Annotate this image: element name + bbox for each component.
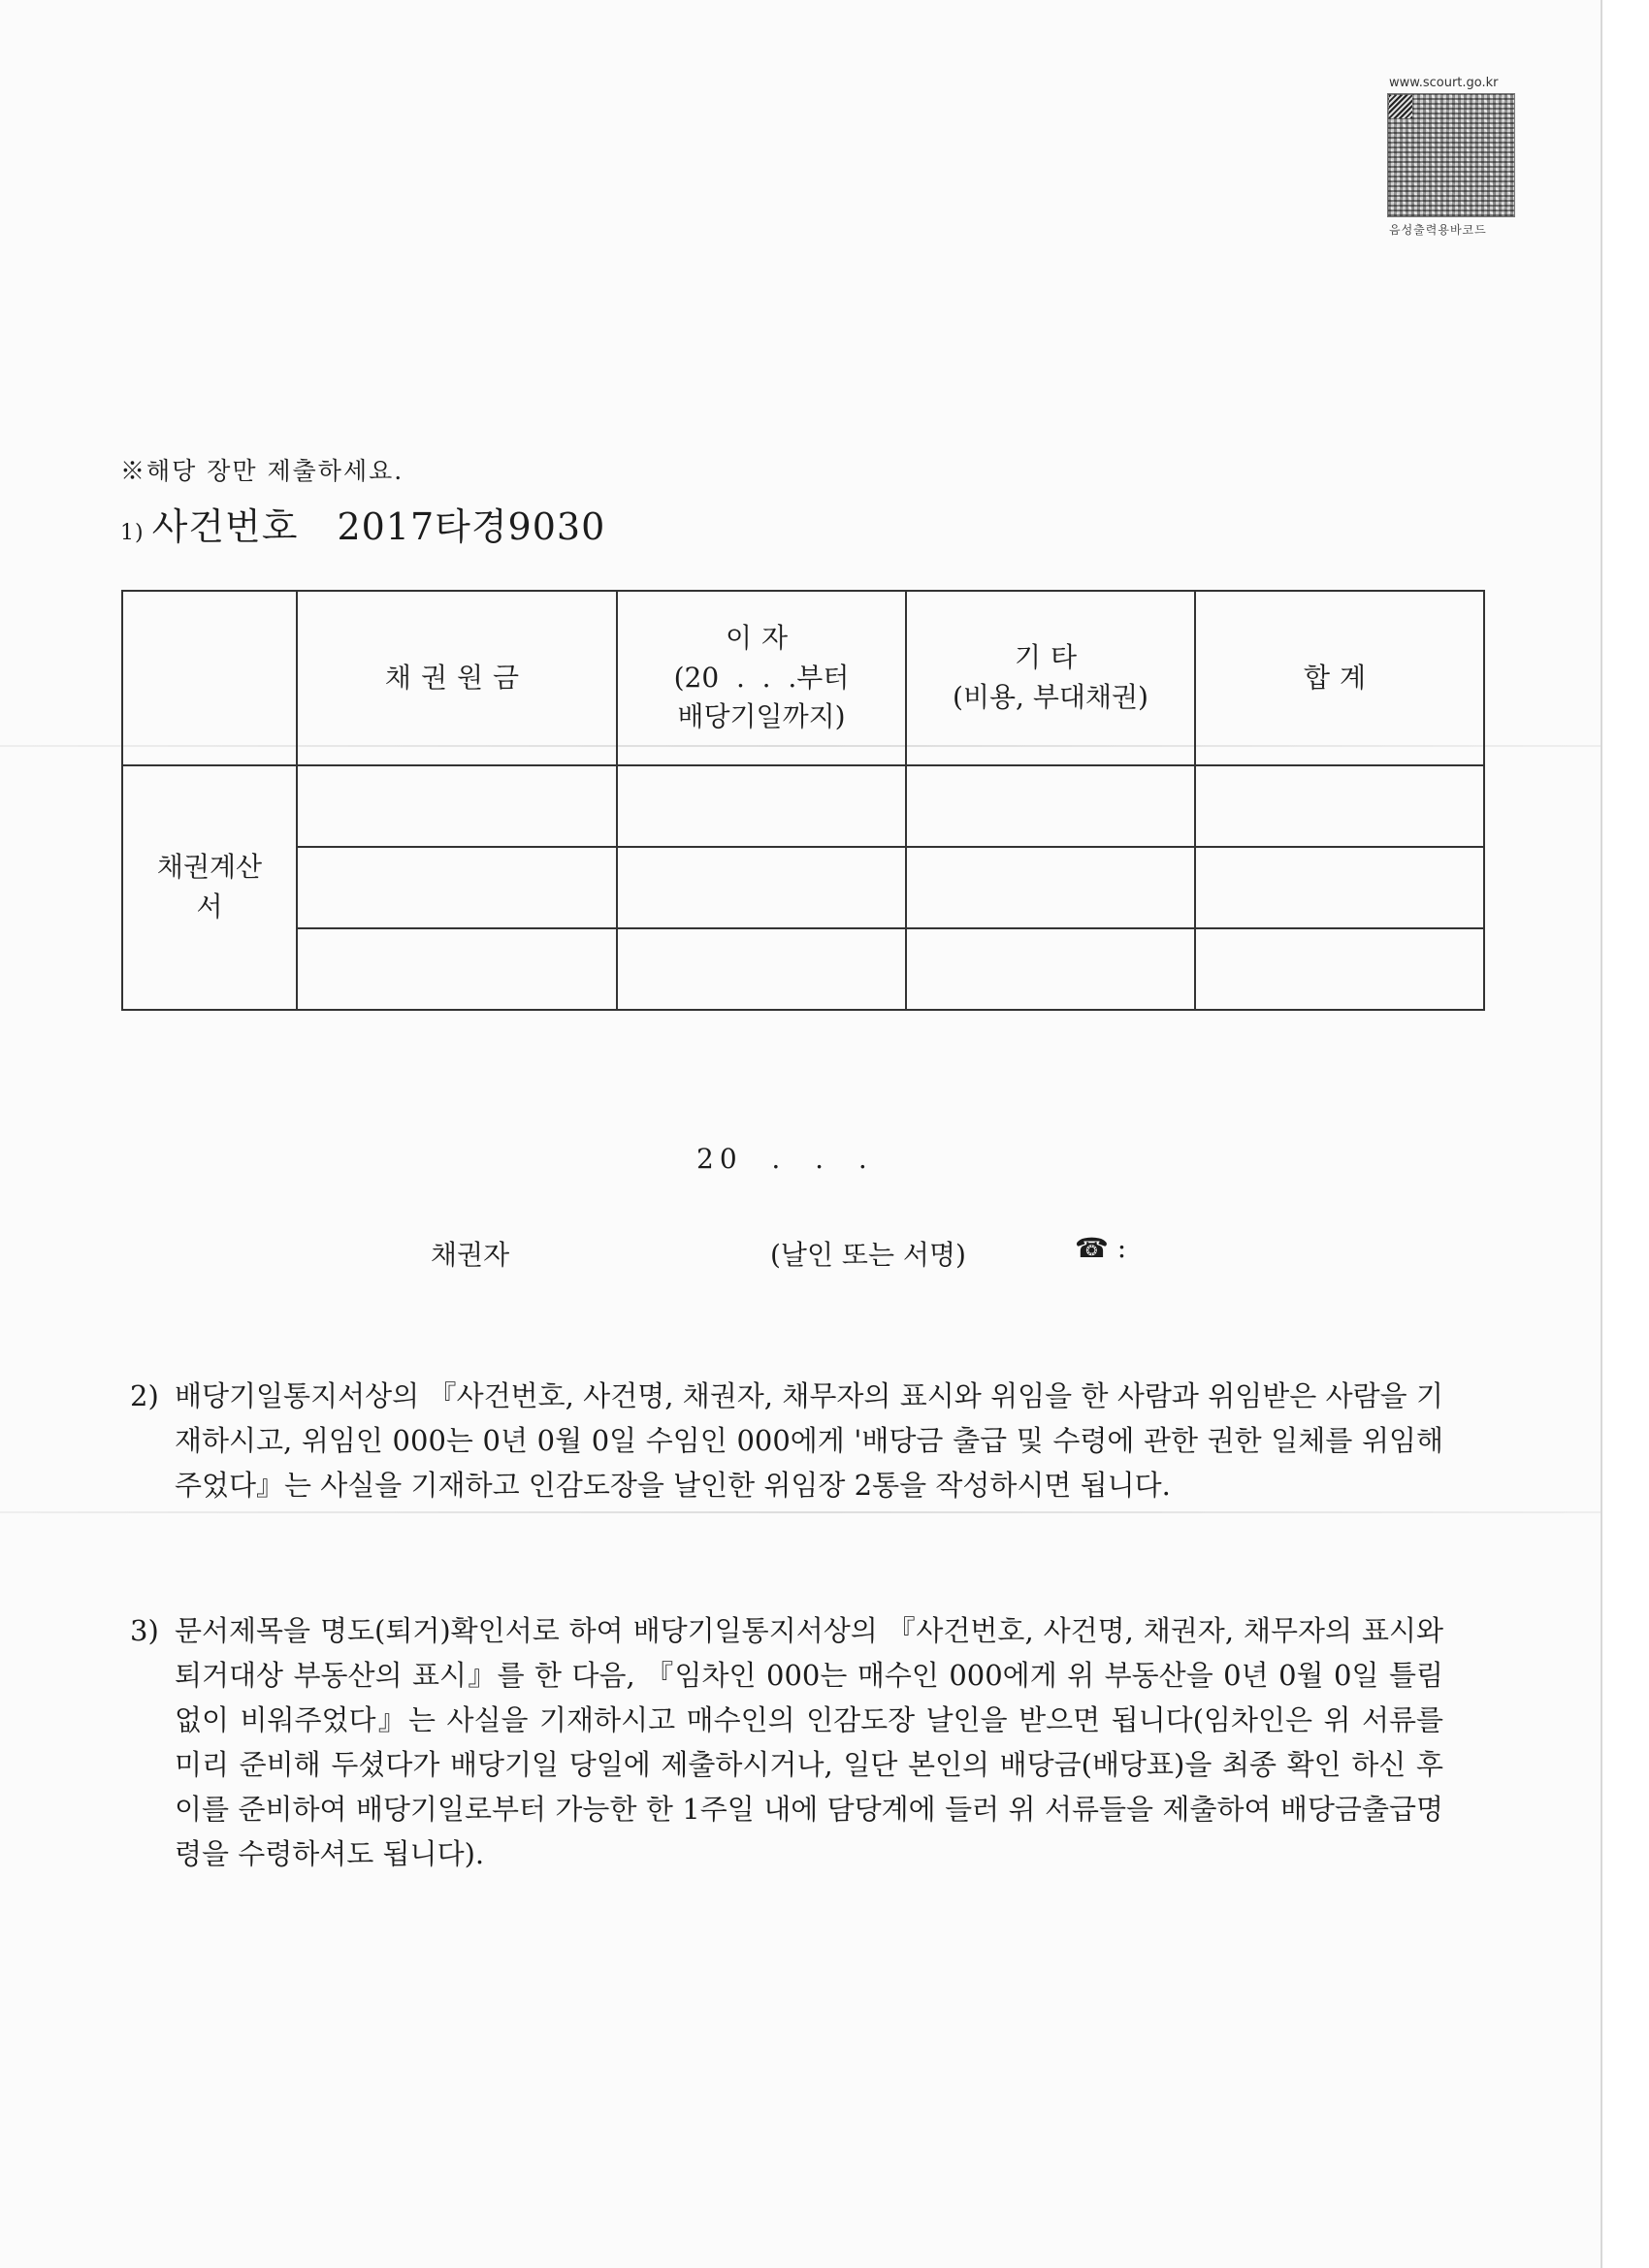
paragraph-number: 2) <box>130 1379 159 1412</box>
creditor-label: 채권자 <box>431 1239 510 1271</box>
case-number-value: 2017타경9030 <box>337 505 606 548</box>
table-row <box>122 928 1484 1010</box>
case-item-number: 1) <box>120 521 145 545</box>
phone-label: ☎ : <box>1075 1232 1127 1264</box>
claim-calculation-table <box>121 590 1485 1011</box>
instruction-paragraph-3 <box>130 1608 1443 1876</box>
header-other-note: (비용, 부대채권) <box>953 681 1148 713</box>
submission-note: ※해당 장만 제출하세요. <box>120 457 404 485</box>
header-other <box>906 591 1195 765</box>
case-number-line <box>120 497 605 550</box>
interest-cell[interactable] <box>617 847 906 928</box>
paragraph-number: 3) <box>130 1614 159 1647</box>
row-label-claim-statement: 채권계산 서 <box>122 765 297 1010</box>
fold-line <box>0 1511 1600 1513</box>
header-total: 합계 <box>1195 591 1484 765</box>
page-edge <box>1600 0 1649 2268</box>
case-number-label: 사건번호 <box>151 505 299 548</box>
header-interest <box>617 591 906 765</box>
interest-cell[interactable] <box>617 928 906 1010</box>
total-cell[interactable] <box>1195 765 1484 847</box>
interest-cell[interactable] <box>617 765 906 847</box>
paragraph-text: 배당기일통지서상의 『사건번호, 사건명, 채권자, 채무자의 표시와 위임을 한 사람과 위임받은 사람을 기재하시고, 위임인 000는 0년 0월 0일 수임인 000에게 '배당금 출급 및 수령에 관한 권한 일체를 위임해 주었다』는 사실을 기재하고 인감도장을 날인한 위임장 2통을 작성하시면 됩니다. <box>175 1379 1443 1502</box>
principal-cell[interactable] <box>297 847 617 928</box>
barcode-logo-icon <box>1389 95 1412 118</box>
other-cell[interactable] <box>906 847 1195 928</box>
seal-or-signature-label: (날인 또는 서명) <box>770 1239 966 1271</box>
table-row <box>122 765 1484 847</box>
header-other-title: 기타 <box>1014 641 1087 674</box>
other-cell[interactable] <box>906 765 1195 847</box>
header-principal: 채권원금 <box>297 591 617 765</box>
principal-cell[interactable] <box>297 928 617 1010</box>
table-row <box>122 847 1484 928</box>
table-header-corner <box>122 591 297 765</box>
header-interest-title: 이자 <box>725 622 798 655</box>
header-interest-until: 배당기일까지) <box>677 700 846 733</box>
other-cell[interactable] <box>906 928 1195 1010</box>
table-header-row <box>122 591 1484 765</box>
paragraph-text: 문서제목을 명도(퇴거)확인서로 하여 배당기일통지서상의 『사건번호, 사건명, 채권자, 채무자의 표시와 퇴거대상 부동산의 표시』를 한 다음, 『임차인 000는 매수인 000에게 위 부동산을 0년 0월 0일 틀림없이 비워주었다』는 사실을 기재하시고 매수인의 인감도장 날인을 받으면 됩니다(임차인은 위 서류를 미리 준비해 두셨다가 배당기일 당일에 제출하시거나, 일단 본인의 배당금(배당표)을 최종 확인 하신 후 이를 준비하여 배당기일로부터 가능한 한 1주일 내에 담당계에 들러 위 서류들을 제출하여 배당금출급명령을 수령하셔도 됩니다). <box>175 1614 1443 1870</box>
total-cell[interactable] <box>1195 928 1484 1010</box>
header-interest-period: (20 . . .부터 <box>673 661 850 694</box>
barcode-url: www.scourt.go.kr <box>1389 76 1499 90</box>
total-cell[interactable] <box>1195 847 1484 928</box>
principal-cell[interactable] <box>297 765 617 847</box>
document-date: 20 . . . <box>696 1143 873 1175</box>
barcode-caption: 음성출력용바코드 <box>1389 223 1487 237</box>
instruction-paragraph-2 <box>130 1374 1443 1507</box>
